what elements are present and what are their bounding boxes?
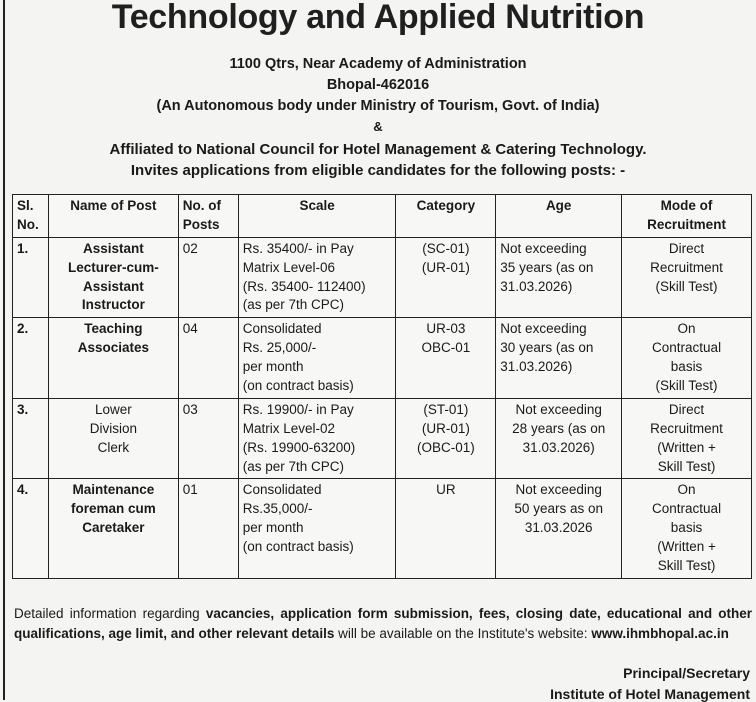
signatory-institute: Institute of Hotel Management <box>550 686 750 702</box>
details-bold-text: vacancies, application form submission, fees, closing date, educational and other qualifications, age limit, and other relevant details <box>14 606 752 641</box>
col-age: Age <box>496 195 622 238</box>
cell-scale: Rs. 19900/- in Pay Matrix Level-02 (Rs. 19900-63200) (as per 7th CPC) <box>238 398 396 479</box>
col-post-name: Name of Post <box>48 195 178 238</box>
cell-category: UR <box>396 479 496 578</box>
cell-scale: Consolidated Rs.35,000/- per month (on contract basis) <box>238 479 396 578</box>
address-line-1: 1100 Qtrs, Near Academy of Administration <box>229 56 527 72</box>
col-category: Category <box>396 195 496 238</box>
col-no-of-posts: No. of Posts <box>178 195 238 238</box>
cell-post: Assistant Lecturer-cum- Assistant Instructor <box>48 237 178 318</box>
address-line-2: Bhopal-462016 <box>326 77 430 93</box>
cell-category: UR-03 OBC-01 <box>396 318 496 399</box>
cell-count: 02 <box>178 237 238 318</box>
cell-mode: On Contractual basis (Skill Test) <box>622 318 752 399</box>
cell-scale: Rs. 35400/- in Pay Matrix Level-06 (Rs. 35400- 112400) (as per 7th CPC) <box>238 237 396 318</box>
table-header-row <box>13 195 752 238</box>
cell-age: Not exceeding 28 years (as on 31.03.2026) <box>496 398 622 479</box>
cell-post: Lower Division Clerk <box>48 398 178 479</box>
col-sl-no: Sl. No. <box>13 195 49 238</box>
cell-mode: On Contractual basis (Written + Skill Test) <box>622 479 752 578</box>
cell-sl: 4. <box>13 479 49 578</box>
affiliation-note: Affiliated to National Council for Hotel Management & Catering Technology. <box>109 141 647 158</box>
cell-sl: 3. <box>13 398 49 479</box>
table-row <box>13 479 752 578</box>
ampersand: & <box>373 119 383 134</box>
cell-category: (SC-01) (UR-01) <box>396 237 496 318</box>
cell-count: 01 <box>178 479 238 578</box>
cell-age: Not exceeding 50 years as on 31.03.2026 <box>496 479 622 578</box>
cell-count: 03 <box>178 398 238 479</box>
cell-age: Not exceeding 35 years (as on 31.03.2026) <box>496 237 622 318</box>
cell-sl: 2. <box>13 318 49 399</box>
table-row <box>13 318 752 399</box>
cell-mode: Direct Recruitment (Written + Skill Test) <box>622 398 752 479</box>
details-text: Detailed information regarding <box>14 606 206 621</box>
institute-title: Technology and Applied Nutrition <box>111 0 645 36</box>
cell-age: Not exceeding 30 years (as on 31.03.2026) <box>496 318 622 399</box>
cell-sl: 1. <box>13 237 49 318</box>
posts-table <box>12 194 752 579</box>
table-row <box>13 398 752 479</box>
signatory-title: Principal/Secretary <box>623 665 750 681</box>
autonomous-note: (An Autonomous body under Ministry of Tourism, Govt. of India) <box>156 98 600 114</box>
cell-count: 04 <box>178 318 238 399</box>
table-row <box>13 237 752 318</box>
invitation-line: Invites applications from eligible candidates for the following posts: - <box>130 162 626 179</box>
cell-post: Teaching Associates <box>48 318 178 399</box>
website-link[interactable]: www.ihmbhopal.ac.in <box>591 625 729 641</box>
cell-category: (ST-01) (UR-01) (OBC-01) <box>396 398 496 479</box>
details-text-2: will be available on the Institute's website: <box>334 625 592 641</box>
cell-mode: Direct Recruitment (Skill Test) <box>622 237 752 318</box>
col-scale: Scale <box>238 195 396 238</box>
col-mode: Mode of Recruitment <box>622 195 752 238</box>
cell-scale: Consolidated Rs. 25,000/- per month (on contract basis) <box>238 318 396 399</box>
details-paragraph <box>14 604 752 643</box>
cell-post: Maintenance foreman cum Caretaker <box>48 479 178 578</box>
